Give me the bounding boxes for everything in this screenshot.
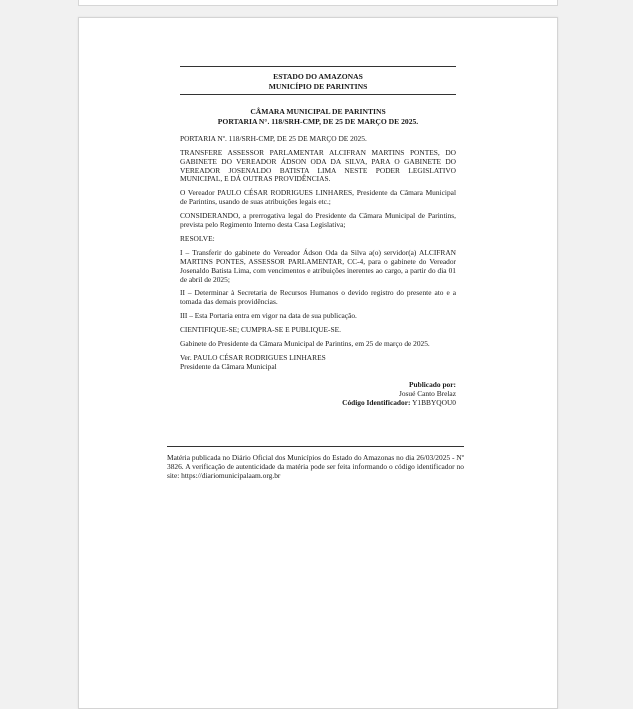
document-header [180,67,456,94]
identifier-line [180,399,456,408]
article-two: II – Determinar à Secretaria de Recursos Humanos o devido registro do presente ato e a tomada das demais providências. [180,288,456,307]
considering-paragraph: CONSIDERANDO, a prerrogativa legal do Presidente da Câmara Municipal de Parintins, prevista pelo Regimento Interno desta Casa Legislativa; [180,211,456,230]
ordinance-summary: TRANSFERE ASSESSOR PARLAMENTAR ALCIFRAN MARTINS PONTES, DO GABINETE DO VEREADOR ÁDSON ODA DA SILVA, PARA O GABINETE DO VEREADOR JOSENALDO BATISTA LIMA NESTE PODER LEGISLATIVO MUNICIPAL, E DÁ OUTRAS PROVIDÊNCIAS. [180,147,456,184]
signatory-name: Ver. PAULO CÉSAR RODRIGUES LINHARES [180,353,326,362]
published-by-label: Publicado por: [408,379,456,389]
document-title [180,107,456,127]
document-page [78,17,558,709]
publisher-name: Josué Canto Brelaz [398,388,456,398]
signatory-role: Presidente da Câmara Municipal [180,361,277,371]
resolve-heading: RESOLVE: [180,233,215,243]
identifier-label: Código Identificador: [342,397,411,407]
municipality-name: MUNICÍPIO DE PARINTINS [268,81,368,91]
header-bottom-rule [180,94,456,95]
state-name: ESTADO DO AMAZONAS [273,72,363,81]
article-one: I – Transferir do gabinete do Vereador Ádson Oda da Silva a(o) servidor(a) ALCIFRAN MARTINS PONTES, ASSESSOR PARLAMENTAR, CC-4, para o gabinete do Vereador Josenaldo Batista Lima, com vencimentos e atribuições inerentes ao cargo, a partir do dia 01 de abril de 2025; [180,247,456,284]
ordinance-reference: PORTARIA Nº. 118/SRH-CMP, DE 25 DE MARÇO DE 2025. [180,133,367,143]
chamber-name: CÂMARA MUNICIPAL DE PARINTINS [250,107,386,117]
identifier-code: Y1BBYQOU0 [412,397,456,407]
article-three: III – Esta Portaria entra em vigor na data de sua publicação. [180,311,357,321]
closing-formula: CIENTIFIQUE-SE; CUMPRA-SE E PUBLIQUE-SE. [180,325,341,335]
ordinance-title: PORTARIA N°. 118/SRH-CMP, DE 25 DE MARÇO DE 2025. [217,116,419,126]
publication-footer-note: Matéria publicada no Diário Oficial dos Municípios do Estado do Amazonas no dia 26/03/2025 - Nº 3826. A verificação de autenticidade da matéria pode ser feita informando o código identificador no site: https://diariomunicipalaam.org.br [167,446,464,481]
previous-page-strip [0,0,633,10]
publication-info [180,381,456,408]
preamble-paragraph: O Vereador PAULO CÉSAR RODRIGUES LINHARES, Presidente da Câmara Municipal de Parintins, usando de suas atribuições legais etc.; [180,188,456,207]
place-and-date: Gabinete do Presidente da Câmara Municipal de Parintins, em 25 de março de 2025. [180,339,430,349]
document-content [180,66,456,408]
previous-page-edge [78,0,558,6]
